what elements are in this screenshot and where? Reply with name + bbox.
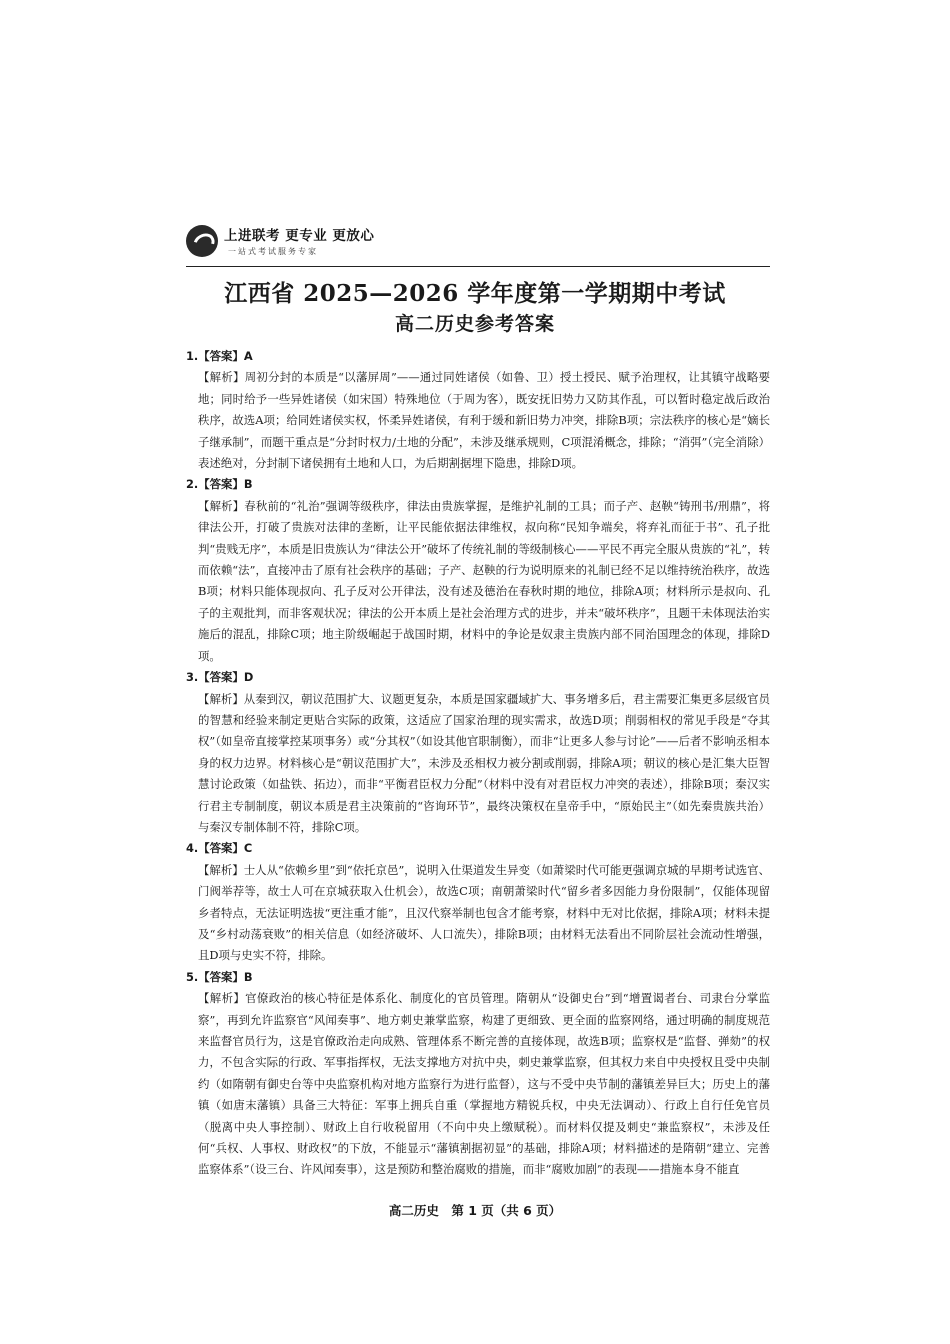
answer-list — [186, 346, 770, 1181]
answer-item — [186, 474, 770, 667]
answer-label: 3.【答案】D — [186, 670, 254, 685]
answer-label: 1.【答案】A — [186, 349, 253, 363]
analysis-text: 【解析】士人从“依赖乡里”到“依托京邑”，说明入仕渠道发生异变（如萧梁时代可能更强调京城的早期考试选官、门阀举荐等，故士人可在京城获取入仕机会），故选C项；南朝萧梁时代“留乡者多因能力身份限制”，仅能体现留乡者特点，无法证明选拔“更注重才能”，且汉代察举制也包含才能考察，材料中无对比依据，排除A项；材料未提及“乡村动荡衰败”的相关信息（如经济破坏、人口流失），排除B项；由材料无法看出不同阶层社会流动性增强，且D项与史实不符，排除。 — [198, 862, 770, 963]
answer-item — [186, 346, 770, 474]
logo-swirl-icon — [186, 225, 218, 257]
analysis-text: 【解析】从秦到汉，朝议范围扩大、议题更复杂，本质是国家疆域扩大、事务增多后，君主需要汇集更多层级官员的智慧和经验来制定更贴合实际的政策，这适应了国家治理的现实需求，故选D项；削弱相权的常见手段是“夺其权”（如皇帝直接掌控某项事务）或“分其权”（如设其他官职制衡），而非“让更多人参与讨论”——后者不影响丞相本身的权力边界。材料核心是“朝议范围扩大”，未涉及丞相权力被分割或削弱，排除A项；朝议的核心是汇集大臣智慧讨论政策（如盐铁、拓边），而非“平衡君臣权力分配”（材料中没有对君臣权力冲突的表述），排除B项；秦汉实行君主专制制度，朝议本质是君主决策前的“咨询环节”，最终决策权在皇帝手中，“原始民主”（如先秦贵族共治）与秦汉专制体制不符，排除C项。 — [198, 691, 770, 834]
page-subtitle: 高二历史参考答案 — [394, 313, 555, 335]
logo-sub-slogan: 一站式考试服务专家 — [228, 247, 318, 256]
answer-label: 4.【答案】C — [186, 841, 253, 856]
answer-item — [186, 838, 770, 966]
analysis-text: 【解析】周初分封的本质是“以藩屏周”——通过同姓诸侯（如鲁、卫）授土授民、赋予治理权，让其镇守战略要地；同时给予一些异姓诸侯（如宋国）特殊地位（于周为客），既安抚旧势力又防其作乱，可以暂时稳定战后政治秩序，故选A项；给同姓诸侯实权，怀柔异姓诸侯，有利于缓和新旧势力冲突，排除B项；宗法秩序的核心是“嫡长子继承制”，而题干重点是“分封时权力/土地的分配”，未涉及继承规则，C项混淆概念，排除；“消弭”（完全消除）表述绝对，分封制下诸侯拥有土地和人口，为后期割据埋下隐患，排除D项。 — [198, 370, 770, 471]
answer-item — [186, 667, 770, 838]
answer-label: 2.【答案】B — [186, 477, 253, 492]
answer-label: 5.【答案】B — [186, 969, 253, 984]
publisher-logo — [186, 224, 374, 257]
header-divider — [186, 266, 770, 267]
logo-slogan: 上进联考 更专业 更放心 — [224, 228, 375, 244]
analysis-text: 【解析】春秋前的“礼治”强调等级秩序，律法由贵族掌握，是维护礼制的工具；而子产、赵鞅“铸刑书/刑鼎”，将律法公开，打破了贵族对法律的垄断，让平民能依据法律维权，叔向称“民知争端矣，将弃礼而征于书”、孔子批判“贵贱无序”，本质是旧贵族认为“律法公开”破坏了传统礼制的等级制核心——平民不再完全服从贵族的“礼”，转而依赖“法”，直接冲击了原有社会秩序的基础；子产、赵鞅的行为说明原来的礼制已经不足以维持统治秩序，故选B项；材料只能体现叔向、孔子反对公开律法，没有述及德治在春秋时期的地位，排除A项；材料所示是叔向、孔子的主观批判，而非客观状况；律法的公开本质上是社会治理方式的进步，并未“破坏秩序”，且题干未体现法治实施后的混乱，排除C项；地主阶级崛起于战国时期，材料中的争论是奴隶主贵族内部不同治国理念的体现，排除D项。 — [198, 498, 770, 663]
logo-text — [224, 224, 374, 257]
page-title: 江西省 2025—2026 学年度第一学期期中考试 — [224, 280, 726, 307]
page-footer: 高二历史 第 1 页（共 6 页） — [388, 1203, 562, 1218]
answer-item — [186, 967, 770, 1181]
analysis-text: 【解析】官僚政治的核心特征是体系化、制度化的官员管理。隋朝从“设御史台”到“增置谒者台、司隶台分掌监察”，再到允许监察官“风闻奏事”、地方刺史兼掌监察，构建了更细致、更全面的监察网络，通过明确的制度规范来监督官员行为，这是官僚政治走向成熟、管理体系不断完善的直接体现，故选B项；监察权是“监督、弹劾”的权力，不包含实际的行政、军事指挥权，无法支撑地方对抗中央，刺史兼掌监察，但其权力来自中央授权且受中央制约（如隋朝有御史台等中央监察机构对地方监察行为进行监督），这与不受中央节制的藩镇差异巨大；历史上的藩镇（如唐末藩镇）具备三大特征：军事上拥兵自重（掌握地方精锐兵权，中央无法调动）、行政上自行任免官员（脱离中央人事控制）、财政上自行收税留用（不向中央上缴赋税）。而材料仅提及刺史“兼监察权”，未涉及任何“兵权、人事权、财政权”的下放，不能显示“藩镇割据初显”的基础，排除A项；材料描述的是隋朝“建立、完善监察体系”（设三台、许风闻奏事），这是预防和整治腐败的措施，而非“腐败加剧”的表现——措施本身不能直 — [198, 991, 770, 1177]
